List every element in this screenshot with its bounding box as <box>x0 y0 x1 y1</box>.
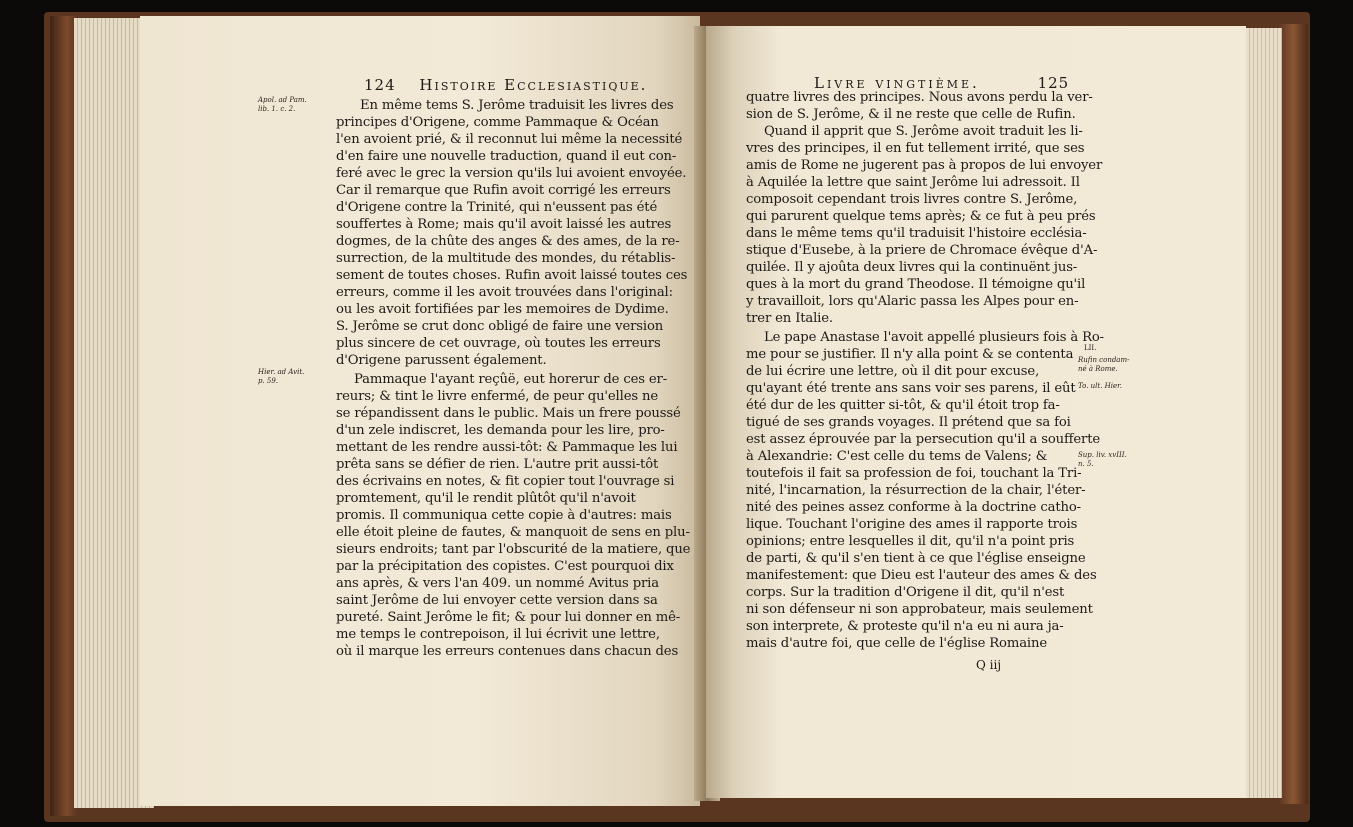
text-line: dans le même tems qu'il traduisit l'histoire ecclésia- <box>746 226 1087 241</box>
right-cover <box>1278 24 1308 804</box>
text-line: son interprete, & proteste qu'il n'a eu ni aura ja- <box>746 619 1064 634</box>
text-line: nité des peines assez conforme à la doctrine catho- <box>746 500 1081 515</box>
text-line: me temps le contrepoison, il lui écrivit une lettre, <box>336 627 660 642</box>
text-line: trer en Italie. <box>746 311 833 326</box>
margin-note: Sup. liv. xvIII. <box>1078 451 1127 459</box>
text-line: de parti, & qu'il s'en tient à ce que l'église enseigne <box>746 551 1086 566</box>
text-line: mais d'autre foi, que celle de l'église Romaine <box>746 636 1047 651</box>
left-page <box>140 16 700 806</box>
margin-note: n. 5. <box>1078 460 1094 468</box>
text-line: surrection, de la multitude des mondes, du rétablis- <box>336 251 676 266</box>
text-line: manifestement: que Dieu est l'auteur des ames & des <box>746 568 1097 583</box>
signature-mark: Q iij <box>976 658 1002 672</box>
text-line: composoit cependant trois livres contre S. Jerôme, <box>746 192 1078 207</box>
text-line: lique. Touchant l'origine des ames il rapporte trois <box>746 517 1078 532</box>
running-head-title: Histoire Ecclesiastique. <box>419 76 648 94</box>
text-line: Car il remarque que Rufin avoit corrigé les erreurs <box>336 183 671 198</box>
text-line: sieurs endroits; tant par l'obscurité de la matiere, que <box>336 542 691 557</box>
text-line: d'Origene contre la Trinité, qui n'eussent pas été <box>336 200 658 215</box>
text-line: plus sincere de cet ouvrage, où toutes les erreurs <box>336 336 661 351</box>
text-line: ans après, & vers l'an 409. un nommé Avitus pria <box>336 576 659 591</box>
text-line: ni son défenseur ni son approbateur, mais seulement <box>746 602 1093 617</box>
text-line: erreurs, comme il les avoit trouvées dans l'original: <box>336 285 673 300</box>
text-line: d'un zele indiscret, les demanda pour les lire, pro- <box>336 423 665 438</box>
text-line: stique d'Eusebe, à la priere de Chromace évêque d'A- <box>746 243 1098 258</box>
page-number: 125 <box>1037 74 1070 92</box>
right-page <box>706 26 1246 798</box>
text-line: En même tems S. Jerôme traduisit les livres des <box>360 98 674 113</box>
text-line: opinions; entre lesquelles il dit, qu'il n'a point pris <box>746 534 1075 549</box>
text-line: été dur de les quitter si-tôt, & qu'il étoit trop fa- <box>746 398 1060 413</box>
text-line: d'en faire une nouvelle traduction, quand il eut con- <box>336 149 677 164</box>
running-head-title: Livre vingtième. <box>814 74 980 92</box>
text-line: feré avec le grec la version qu'ils lui avoient envoyée. <box>336 166 687 181</box>
text-line: promis. Il communiqua cette copie à d'autres: mais <box>336 508 672 523</box>
text-line: prêta sans se défier de rien. L'autre prit aussi-tôt <box>336 457 659 472</box>
text-line: corps. Sur la tradition d'Origene il dit, qu'il n'est <box>746 585 1065 600</box>
text-line: d'Origene parussent également. <box>336 353 547 368</box>
text-line: sement de toutes choses. Rufin avoit laissé toutes ces <box>336 268 688 283</box>
text-line: me pour se justifier. Il n'y alla point & se contenta <box>746 347 1074 362</box>
text-line: ou les avoit fortifiées par les memoires de Dydime. <box>336 302 669 317</box>
margin-note: Hier. ad Avit. <box>258 368 305 376</box>
text-line: des écrivains en notes, & fit copier tout l'ouvrage si <box>336 474 675 489</box>
text-line: tigué de ses grands voyages. Il prétend que sa foi <box>746 415 1071 430</box>
text-line: souffertes à Rome; mais qu'il avoit laissé les autres <box>336 217 672 232</box>
margin-note: p. 59. <box>258 377 279 385</box>
margin-note: Apol. ad Pam. <box>258 96 307 104</box>
margin-note: né à Rome. <box>1078 365 1118 373</box>
page-number: 124 <box>364 76 396 94</box>
text-line: vres des principes, il en fut tellement irrité, que ses <box>746 141 1085 156</box>
text-line: dogmes, de la chûte des anges & des ames, de la re- <box>336 234 680 249</box>
text-line: sion de S. Jerôme, & il ne reste que celle de Rufin. <box>746 107 1076 122</box>
text-line: l'en avoient prié, & il reconnut lui même la necessité <box>336 132 683 147</box>
text-line: saint Jerôme de lui envoyer cette version dans sa <box>336 593 658 608</box>
text-line: toutefois il fait sa profession de foi, touchant la Tri- <box>746 466 1082 481</box>
text-line: est assez éprouvée par la persecution qu'il a soufferte <box>746 432 1101 447</box>
text-line: qu'ayant été trente ans sans voir ses parens, il eût <box>746 381 1076 396</box>
text-line: se répandissent dans le public. Mais un frere poussé <box>336 406 681 421</box>
text-line: amis de Rome ne jugerent pas à propos de lui envoyer <box>746 158 1103 173</box>
margin-note: LII. <box>1084 344 1097 352</box>
text-line: quilée. Il y ajoûta deux livres qui la continuënt jus- <box>746 260 1078 275</box>
text-line: où il marque les erreurs contenues dans chacun des <box>336 644 679 659</box>
margin-note: To. ult. Hier. <box>1078 382 1122 390</box>
text-line: y travailloit, lors qu'Alaric passa les Alpes pour en- <box>746 294 1079 309</box>
text-line: qui parurent quelque tems après; & ce fut à peu prés <box>746 209 1096 224</box>
text-line: reurs; & tint le livre enfermé, de peur qu'elles ne <box>336 389 659 404</box>
text-line: Quand il apprit que S. Jerôme avoit traduit les li- <box>764 124 1083 139</box>
text-line: Le pape Anastase l'avoit appellé plusieurs fois à Ro- <box>764 330 1104 345</box>
text-line: ques à la mort du grand Theodose. Il témoigne qu'il <box>746 277 1086 292</box>
text-line: de lui écrire une lettre, où il dit pour excuse, <box>746 364 1040 379</box>
text-line: promtement, qu'il le rendit plûtôt qu'il n'avoit <box>336 491 636 506</box>
text-line: par la précipitation des copistes. C'est pourquoi dix <box>336 559 674 574</box>
margin-note: lib. 1. c. 2. <box>258 105 296 113</box>
text-line: mettant de les rendre aussi-tôt: & Pammaque les lui <box>336 440 678 455</box>
text-line: Pammaque l'ayant reçûë, eut horerur de ces er- <box>354 372 667 387</box>
text-line: à Alexandrie: C'est celle du tems de Valens; & <box>746 449 1048 464</box>
text-line: elle étoit pleine de fautes, & manquoit de sens en plu- <box>336 525 690 540</box>
text-line: S. Jerôme se crut donc obligé de faire une version <box>336 319 664 334</box>
margin-note: Rufin condam- <box>1078 356 1130 364</box>
text-line: à Aquilée la lettre que saint Jerôme lui adressoit. Il <box>746 175 1080 190</box>
text-line: principes d'Origene, comme Pammaque & Océan <box>336 115 659 130</box>
text-line: quatre livres des principes. Nous avons perdu la ver- <box>746 90 1093 105</box>
text-line: nité, l'incarnation, la résurrection de la chair, l'éter- <box>746 483 1086 498</box>
text-line: pureté. Saint Jerôme le fit; & pour lui donner en mê- <box>336 610 681 625</box>
left-running-head <box>364 76 647 94</box>
